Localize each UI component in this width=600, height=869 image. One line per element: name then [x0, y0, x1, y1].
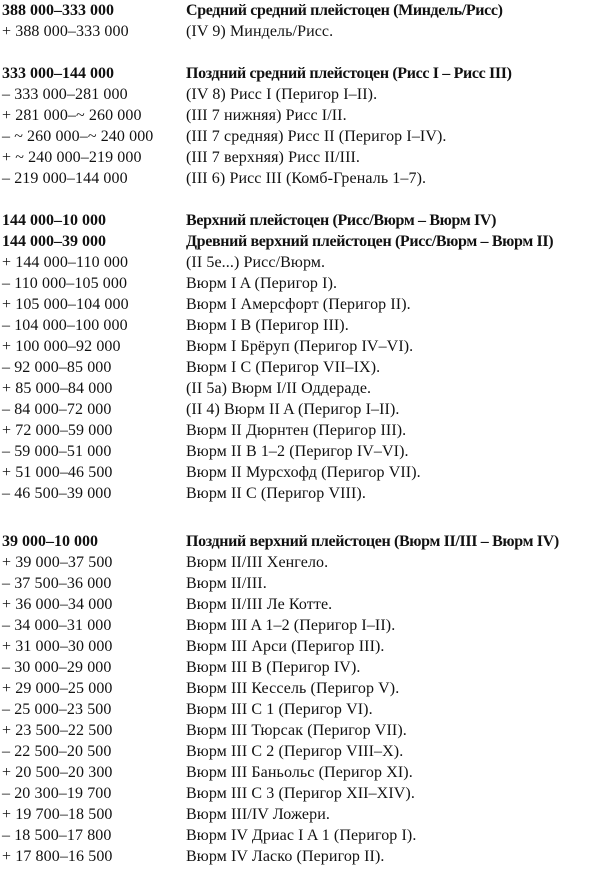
header-date-range: 388 000–333 000 [2, 2, 114, 19]
list-item [0, 552, 600, 573]
section-middle-middle-pleistocene [0, 0, 600, 42]
list-item [0, 315, 600, 336]
entry-date: + 29 000–25 000 [2, 680, 113, 697]
entry-description: Вюрм II/III. [186, 575, 267, 592]
entry-date: – 333 000–281 000 [2, 86, 128, 103]
entry-date: + 31 000–30 000 [2, 638, 113, 655]
entry-date: + ~ 240 000–219 000 [2, 149, 142, 166]
entry-description: Вюрм II/III Хенгело. [186, 554, 329, 571]
entry-date: – 30 000–29 000 [2, 659, 112, 676]
list-item [0, 699, 600, 720]
entry-description: (III 6) Рисс III (Комб-Греналь 1–7). [186, 170, 427, 187]
entry-date: – 22 500–20 500 [2, 743, 112, 760]
list-item [0, 636, 600, 657]
entry-description: (III 7 верхняя) Рисс II/III. [186, 149, 361, 166]
entry-date: + 105 000–104 000 [2, 296, 129, 313]
list-item [0, 357, 600, 378]
list-item [0, 615, 600, 636]
entry-date: – 25 000–23 500 [2, 701, 112, 718]
header-title: Поздний верхний плейстоцен (Вюрм II/III – Вюрм IV) [186, 533, 559, 550]
section-header [0, 0, 600, 21]
entry-date: + 72 000–59 000 [2, 422, 113, 439]
header-date-range: 39 000–10 000 [2, 533, 98, 550]
entry-description: (II 5a) Вюрм I/II Оддераде. [186, 380, 372, 397]
list-item [0, 783, 600, 804]
entry-description: Вюрм II C (Перигор VIII). [186, 485, 366, 502]
entry-date: + 19 700–18 500 [2, 806, 113, 823]
header-date-range: 144 000–10 000 [2, 212, 106, 229]
entry-date: – 92 000–85 000 [2, 359, 112, 376]
entry-date: – 110 000–105 000 [2, 275, 128, 292]
list-item [0, 252, 600, 273]
entry-date: – 219 000–144 000 [2, 170, 128, 187]
entry-description: Вюрм III Баньольс (Перигор XI). [186, 764, 413, 781]
entry-date: – ~ 260 000–~ 240 000 [2, 128, 154, 145]
entry-description: Вюрм IV Дриас I A 1 (Перигор I). [186, 827, 417, 844]
list-item [0, 825, 600, 846]
entry-description: Вюрм II/III Ле Котте. [186, 596, 333, 613]
entry-description: (II 5e...) Рисс/Вюрм. [186, 254, 326, 271]
header-title: Древний верхний плейстоцен (Рисс/Вюрм – Вюрм II) [186, 233, 554, 250]
entry-description: Вюрм III B (Перигор IV). [186, 659, 361, 676]
section-header [0, 210, 600, 231]
list-item [0, 846, 600, 867]
entry-description: Вюрм I C (Перигор VII–IX). [186, 359, 381, 376]
list-item [0, 678, 600, 699]
entry-description: Вюрм III C 3 (Перигор XII–XIV). [186, 785, 415, 802]
header-title: Верхний плейстоцен (Рисс/Вюрм – Вюрм IV) [186, 212, 497, 229]
list-item [0, 462, 600, 483]
entry-description: (II 4) Вюрм II A (Перигор I–II). [186, 401, 400, 418]
entry-date: + 100 000–92 000 [2, 338, 121, 355]
list-item [0, 84, 600, 105]
entry-description: Вюрм II Мурсхофд (Перигор VII). [186, 464, 421, 481]
entry-date: + 39 000–37 500 [2, 554, 113, 571]
entry-description: (III 7 средняя) Рисс II (Перигор I–IV). [186, 128, 447, 145]
entry-description: Вюрм III C 2 (Перигор VIII–X). [186, 743, 404, 760]
entry-description: Вюрм IV Ласко (Перигор II). [186, 848, 385, 865]
entry-date: – 104 000–100 000 [2, 317, 128, 334]
entry-description: Вюрм I A (Перигор I). [186, 275, 338, 292]
entry-description: (IV 8) Рисс I (Перигор I–II). [186, 86, 378, 103]
entry-date: – 18 500–17 800 [2, 827, 112, 844]
list-item [0, 273, 600, 294]
entry-date: + 23 500–22 500 [2, 722, 113, 739]
header-date-range: 144 000–39 000 [2, 233, 106, 250]
subsection-header [0, 231, 600, 252]
section-late-upper-pleistocene [0, 531, 600, 867]
section-late-middle-pleistocene [0, 63, 600, 189]
list-item [0, 21, 600, 42]
entry-description: Вюрм I Брёруп (Перигор IV–VI). [186, 338, 414, 355]
list-item [0, 336, 600, 357]
list-item [0, 126, 600, 147]
entry-description: Вюрм III Тюрсак (Перигор VII). [186, 722, 407, 739]
list-item [0, 399, 600, 420]
list-item [0, 168, 600, 189]
list-item [0, 762, 600, 783]
entry-date: – 46 500–39 000 [2, 485, 112, 502]
section-header [0, 531, 600, 552]
list-item [0, 573, 600, 594]
header-date-range: 333 000–144 000 [2, 65, 114, 82]
entry-description: Вюрм III Арси (Перигор III). [186, 638, 385, 655]
entry-date: + 85 000–84 000 [2, 380, 113, 397]
entry-description: Вюрм II B 1–2 (Перигор IV–VI). [186, 443, 409, 460]
header-title: Поздний средний плейстоцен (Рисс I – Рисс III) [186, 65, 512, 82]
entry-date: + 20 500–20 300 [2, 764, 113, 781]
entry-date: – 37 500–36 000 [2, 575, 112, 592]
entry-description: (III 7 нижняя) Рисс I/II. [186, 107, 347, 124]
entry-date: + 36 000–34 000 [2, 596, 113, 613]
list-item [0, 657, 600, 678]
section-header [0, 63, 600, 84]
list-item [0, 420, 600, 441]
list-item [0, 378, 600, 399]
entry-date: + 51 000–46 500 [2, 464, 113, 481]
entry-date: + 388 000–333 000 [2, 23, 129, 40]
entry-date: + 17 800–16 500 [2, 848, 113, 865]
entry-description: Вюрм III Кессель (Перигор V). [186, 680, 400, 697]
entry-description: Вюрм I Амерсфорт (Перигор II). [186, 296, 411, 313]
list-item [0, 720, 600, 741]
entry-description: Вюрм I B (Перигор III). [186, 317, 349, 334]
list-item [0, 105, 600, 126]
entry-description: Вюрм II Дюрнтен (Перигор III). [186, 422, 407, 439]
entry-description: Вюрм III/IV Ложери. [186, 806, 330, 823]
entry-description: Вюрм III A 1–2 (Перигор I–II). [186, 617, 396, 634]
list-item [0, 741, 600, 762]
entry-date: – 20 300–19 700 [2, 785, 112, 802]
header-title: Средний средний плейстоцен (Миндель/Рисс) [186, 2, 503, 19]
list-item [0, 147, 600, 168]
entry-description: Вюрм III C 1 (Перигор VI). [186, 701, 373, 718]
list-item [0, 294, 600, 315]
entry-date: – 84 000–72 000 [2, 401, 112, 418]
list-item [0, 483, 600, 504]
entry-date: + 144 000–110 000 [2, 254, 129, 271]
entry-description: (IV 9) Миндель/Рисс. [186, 23, 334, 40]
entry-date: – 59 000–51 000 [2, 443, 112, 460]
list-item [0, 804, 600, 825]
list-item [0, 441, 600, 462]
section-upper-pleistocene [0, 210, 600, 504]
entry-date: + 281 000–~ 260 000 [2, 107, 142, 124]
entry-date: – 34 000–31 000 [2, 617, 112, 634]
list-item [0, 594, 600, 615]
